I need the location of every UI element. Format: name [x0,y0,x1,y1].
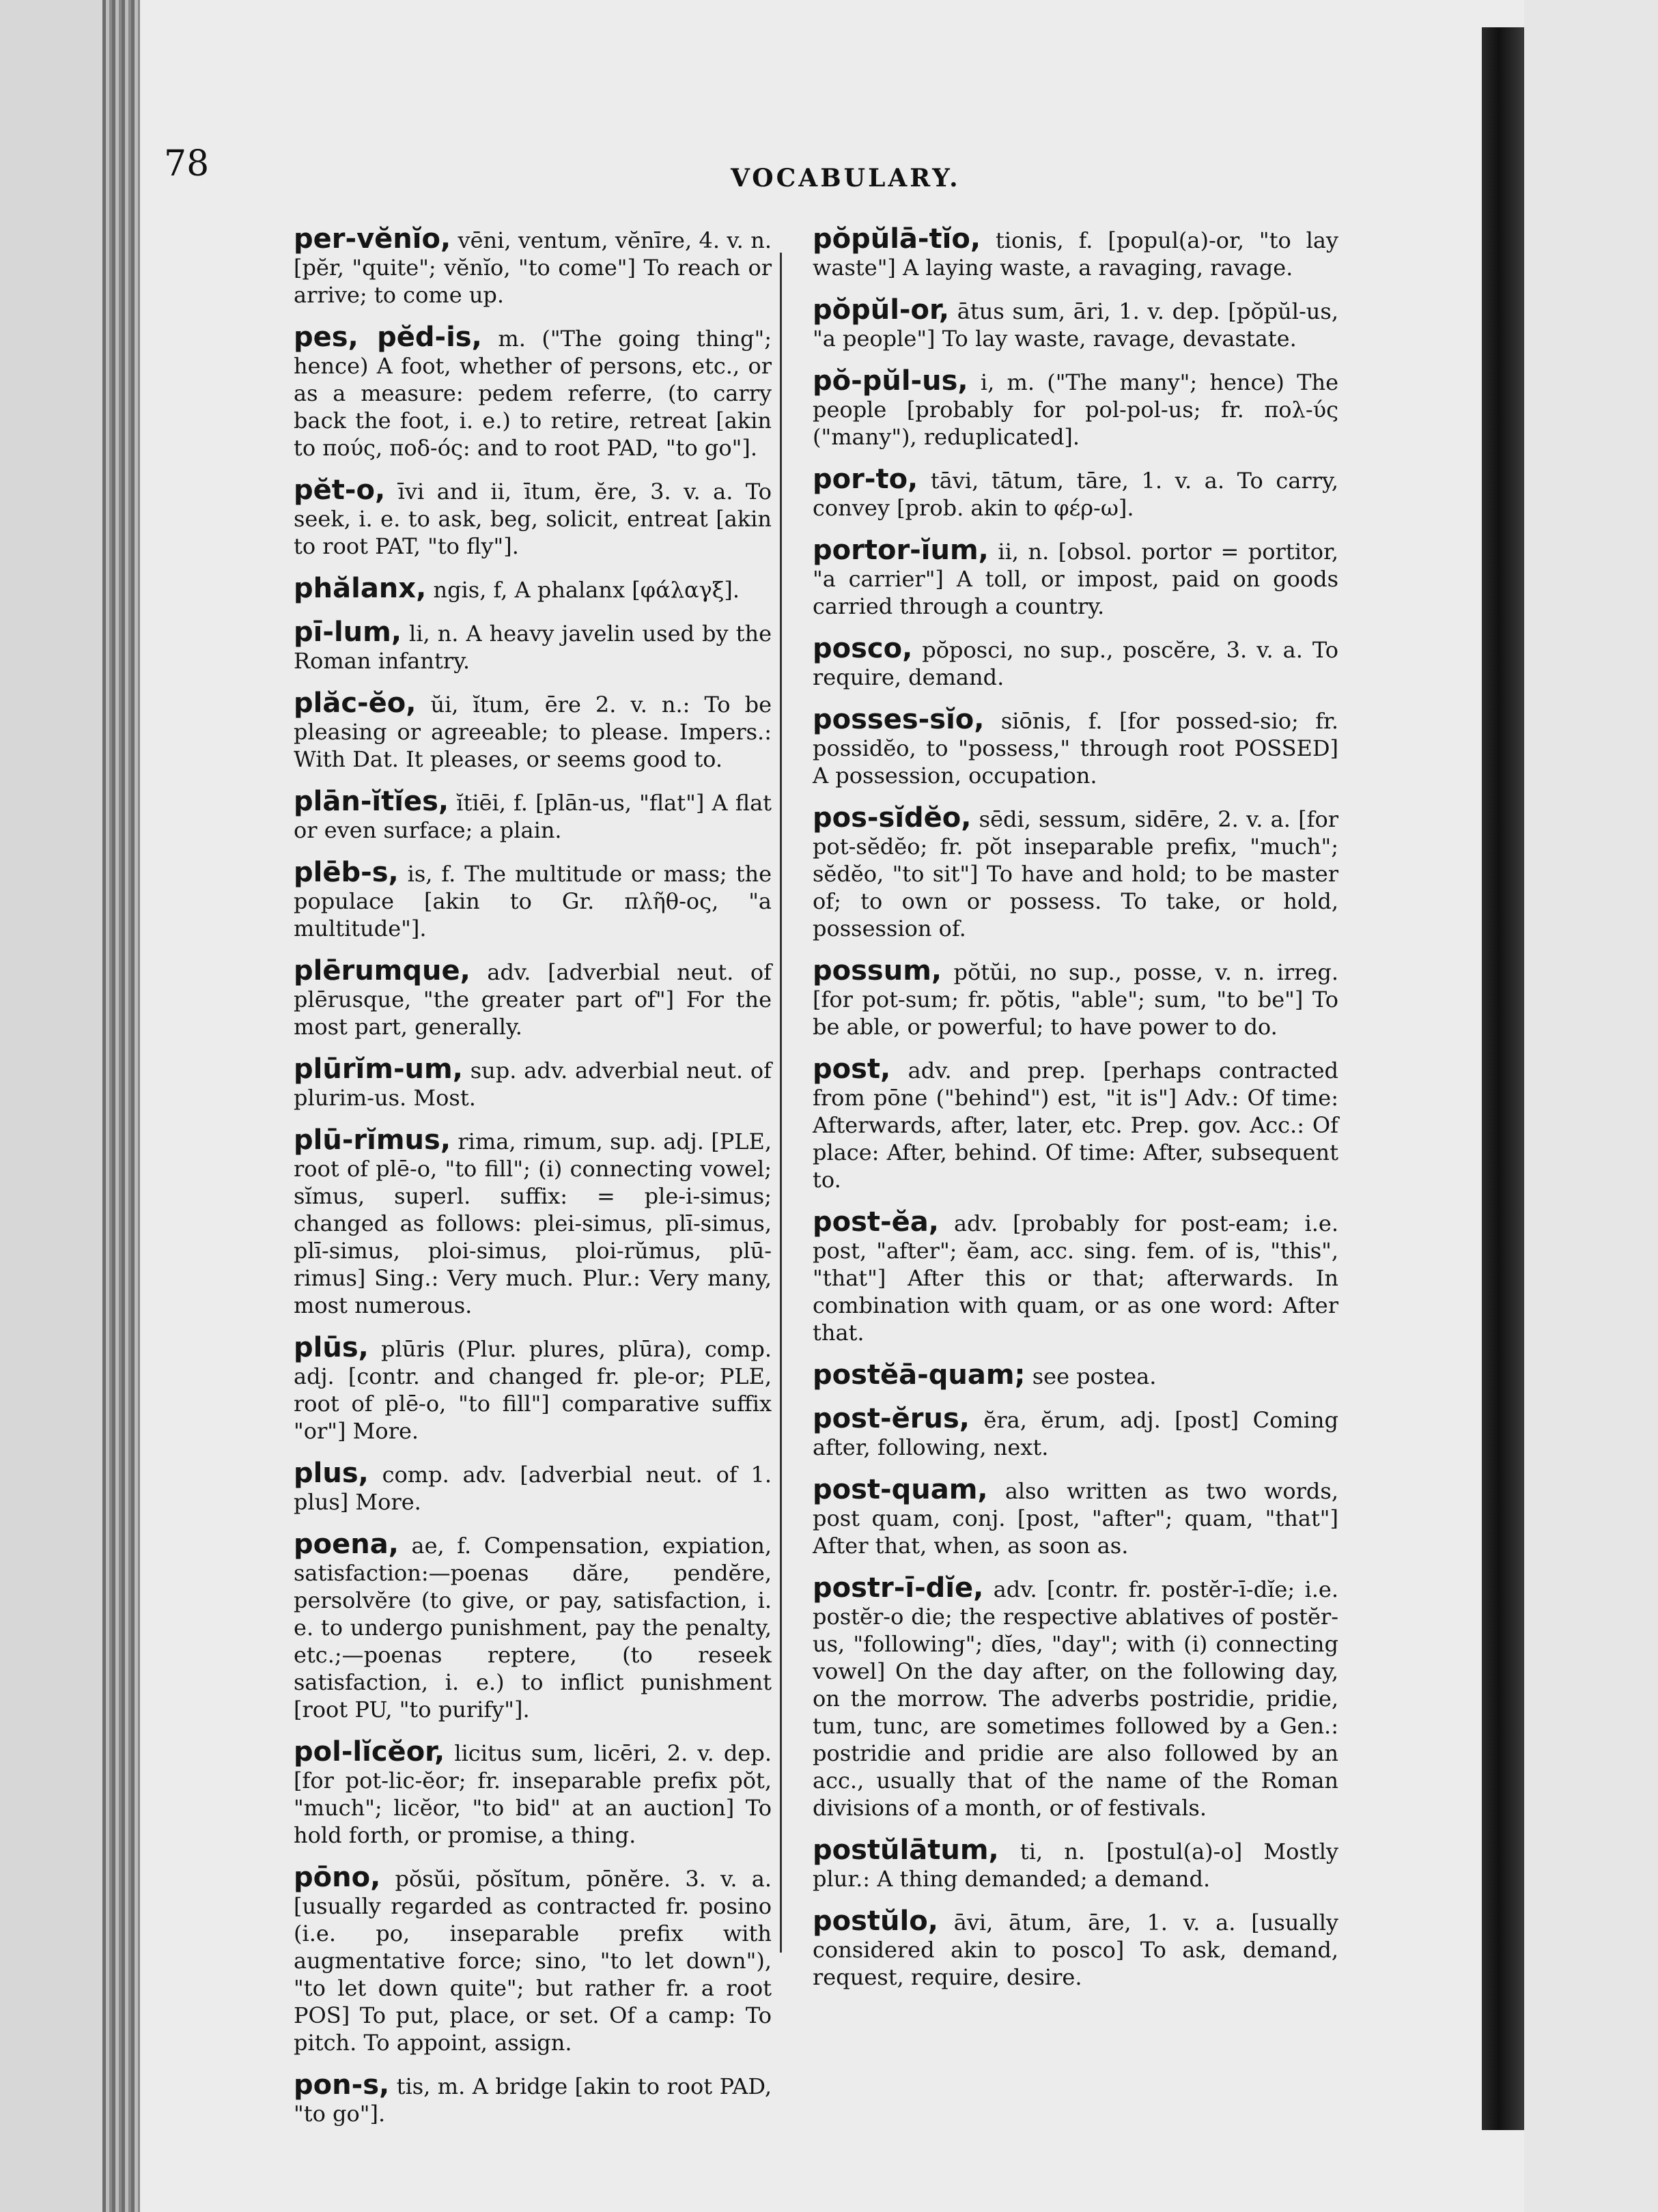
dictionary-entry [294,2071,772,2127]
dictionary-entry [813,1055,1338,1193]
column-rule [780,253,782,1953]
entry-definition: ĕra, ĕrum, adj. [post] Coming after, following, next. [813,1407,1338,1460]
entry-definition: ae, f. Compensation, expiation, satisfaction:—poenas dăre, pendĕre, persolvĕre (to give, or pay, satisfaction, i. e. to undergo punishment, pay the penalty, etc.;—poenas reptere, (to reseek satisfaction, i. e.) to inflict punishment [root PU, "to purify"]. [294,1533,772,1722]
entry-headword: post-ĕa, [813,1206,939,1238]
entry-headword: possum, [813,955,942,987]
entry-headword: posses-sĭo, [813,704,985,735]
dictionary-entry [294,1531,772,1723]
entry-headword: pī-lum, [294,616,402,648]
entry-definition: adv. and prep. [perhaps contracted from pōne ("behind") est, "it is"] Adv.: Of time: Afterwards, after, later, etc. Prep. gov. Acc.: Of place: After, behind. Of time: After, subsequent to. [813,1058,1338,1193]
dictionary-entry [294,1055,772,1111]
entry-headword: postr-ī-dĭe, [813,1572,984,1604]
entry-definition: also written as two words, post quam, conj. [post, "after"; quam, "that"] After that, when, as soon as. [813,1478,1338,1559]
running-head: VOCABULARY. [731,164,961,193]
entry-definition: ĭtiēi, f. [plān-us, "flat"] A flat or even surface; a plain. [294,790,772,843]
entry-definition: pŏsŭi, pŏsĭtum, pōnĕre. 3. v. a. [usually regarded as contracted fr. posino (i.e. po, inseparable prefix with augmentative force; sino, "to let down"), "to let down quite"; but rather fr. a root POS] To put, place, or set. Of a camp: To pitch. To appoint, assign. [294,1866,772,2056]
entry-headword: pŏpŭlā-tĭo, [813,223,981,255]
dictionary-entry [294,1460,772,1516]
dictionary-entry [294,859,772,942]
dictionary-entry [813,635,1338,691]
entry-definition: comp. adv. [adverbial neut. of 1. plus] More. [294,1462,772,1515]
dictionary-entry [294,1864,772,2056]
book-gutter [1482,27,1524,2130]
entry-definition: sup. adv. adverbial neut. of plurim-us. Most. [294,1058,772,1111]
entry-definition: tionis, f. [popul(a)-or, "to lay waste"] A laying waste, a ravaging, ravage. [813,227,1338,281]
entry-headword: post-quam, [813,1474,988,1505]
dictionary-entry [813,804,1338,942]
dictionary-entry [294,324,772,462]
entry-headword: plērumque, [294,955,470,987]
entry-definition: tāvi, tātum, tāre, 1. v. a. To carry, convey [prob. akin to φέρ-ω]. [813,468,1338,521]
entry-definition: sēdi, sessum, sidēre, 2. v. a. [for pot-sĕdĕo; fr. pŏt inseparable prefix, "much"; sĕdĕo, "to sit"] To have and hold; to be master of; to own or possess. To take, or hold, possession of. [813,806,1338,941]
dictionary-entry [813,1405,1338,1461]
dictionary-entry [294,575,772,604]
entry-headword: plūrĭm-um, [294,1053,463,1085]
dictionary-entry [294,474,772,560]
dictionary-entry [813,225,1338,281]
dictionary-entry [294,788,772,844]
entry-headword: por-to, [813,464,918,495]
entry-headword: post-ĕrus, [813,1403,970,1434]
entry-definition: āvi, ātum, āre, 1. v. a. [usually considered akin to posco] To ask, demand, request, require, desire. [813,1910,1338,1990]
dictionary-entry [813,1574,1338,1821]
entry-headword: plus, [294,1458,369,1489]
dictionary-entry [813,537,1338,620]
page-number: 78 [164,143,210,184]
entry-headword: pos-sĭdĕo, [813,802,972,834]
dictionary-entry [813,466,1338,522]
dictionary-entry [294,957,772,1040]
entry-definition: see postea. [1025,1363,1157,1389]
entry-definition: tis, m. A bridge [akin to root PAD, "to go"]. [294,2073,772,2127]
dictionary-entry [294,616,772,675]
entry-definition: is, f. The multitude or mass; the populace [akin to Gr. πλῆθ-ος, "a multitude"]. [294,861,772,941]
entry-definition: ti, n. [postul(a)-o] Mostly plur.: A thing demanded; a demand. [813,1839,1338,1892]
book-page-edges [102,0,142,2212]
dictionary-entry [813,1208,1338,1346]
entry-headword: plūs, [294,1332,369,1363]
dictionary-entry [813,957,1338,1040]
entry-definition: li, n. A heavy javelin used by the Roman infantry. [294,621,772,674]
entry-headword: plēb-s, [294,857,399,888]
entry-headword: postŭlo, [813,1905,938,1937]
entry-headword: posco, [813,633,913,664]
entry-definition: ŭi, ĭtum, ēre 2. v. n.: To be pleasing or agreeable; to please. Impers.: With Dat. It pleases, or seems good to. [294,692,772,772]
entry-headword: pes, pĕd-is, [294,322,482,353]
entry-definition: pŏposci, no sup., poscĕre, 3. v. a. To require, demand. [813,637,1338,690]
dictionary-entry [813,296,1338,352]
entry-headword: postŭlātum, [813,1834,999,1866]
entry-definition: vēni, ventum, vĕnīre, 4. v. n. [pĕr, "quite"; vĕnĭo, "to come"] To reach or arrive; to come up. [294,227,772,308]
entry-definition: ngis, f, A phalanx [φάλαγξ]. [426,577,740,603]
dictionary-entry [813,367,1338,451]
entry-definition: adv. [contr. fr. postĕr-ī-dĭe; i.e. postĕr-o die; the respective ablatives of postĕr-us, "following"; dĭes, "day"; with (i) connecting vowel] On the day after, on the following day, on the morrow. The adverbs postridie, pridie, tum, tunc, are sometimes followed by a Gen.: postridie and pridie are also followed by an acc., usually that of the name of the Roman divisions of a month, or of festivals. [813,1576,1338,1821]
dictionary-entry [813,706,1338,789]
entry-headword: per-vĕnĭo, [294,223,451,255]
entry-headword: post, [813,1053,891,1085]
entry-definition: i, m. ("The many"; hence) The people [probably for pol-pol-us; fr. πολ-ύς ("many"), reduplicated]. [813,369,1338,450]
dictionary-entry [813,1834,1338,1892]
dictionary-entry [294,1738,772,1849]
entry-definition: pŏtŭi, no sup., posse, v. n. irreg. [for pot-sum; fr. pŏtis, "able"; sum, "to be"] To be able, or powerful; to have power to do. [813,959,1338,1040]
entry-headword: portor-ĭum, [813,535,989,566]
entry-definition: īvi and ii, ītum, ĕre, 3. v. a. To seek, i. e. to ask, beg, solicit, entreat [akin to root PAT, "to fly"]. [294,479,772,559]
entry-headword: pol-lĭcĕor, [294,1736,445,1768]
entry-definition: adv. [adverbial neut. of plērusque, "the greater part of"] For the most part, generally. [294,959,772,1040]
entry-headword: plān-ĭtĭes, [294,786,449,817]
scan-left-edge [0,0,115,2212]
entry-headword: pōno, [294,1862,381,1893]
right-column [813,225,1338,2006]
entry-headword: phălanx, [294,573,427,604]
dictionary-entry [813,1361,1338,1390]
entry-definition: siōnis, f. [for possed-sio; fr. possidĕo, to "possess," through root POSSED] A possession, occupation. [813,708,1338,789]
entry-headword: pŏpŭl-or, [813,294,950,326]
entry-headword: plū-rĭmus, [294,1124,451,1156]
entry-headword: plăc-ĕo, [294,687,417,719]
facing-page [1524,0,1658,2212]
entry-definition: ii, n. [obsol. portor = portitor, "a carrier"] A toll, or impost, paid on goods carried through a country. [813,539,1338,619]
entry-headword: pŏ-pŭl-us, [813,365,968,397]
dictionary-entry [813,1905,1338,1991]
entry-headword: pon-s, [294,2069,390,2101]
entry-definition: rima, rimum, sup. adj. [PLE, root of plē-o, "to fill"; (i) connecting vowel; sĭmus, superl. suffix: = ple-i-simus; changed as follows: plei-simus, plī-simus, plī-simus, ploi-simus, ploi-rŭmus, plū-rimus] Sing.: Very much. Plur.: Very many, most numerous. [294,1129,772,1318]
entry-definition: plūris (Plur. plures, plūra), comp. adj. [contr. and changed fr. ple-or; PLE, root of plē-o, "to fill"] comparative suffix "or"] More. [294,1336,772,1444]
entry-definition: ātus sum, āri, 1. v. dep. [pŏpŭl-us, "a people"] To lay waste, ravage, devastate. [813,298,1338,352]
entry-definition: licitus sum, licēri, 2. v. dep. [for pot-lic-ĕor; fr. inseparable prefix pŏt, "much"; licĕor, "to bid" at an auction] To hold forth, or promise, a thing. [294,1740,772,1848]
entry-definition: m. ("The going thing"; hence) A foot, whether of persons, etc., or as a measure: pedem referre, (to carry back the foot, i. e.) to retire, retreat [akin to πούς, ποδ-ός: and to root PAD, "to go"]. [294,326,772,461]
entry-headword: postĕā-quam; [813,1359,1026,1391]
entry-headword: pĕt-o, [294,474,386,506]
dictionary-entry [294,687,772,773]
dictionary-entry [294,225,772,309]
left-column [294,225,772,2142]
dictionary-entry [813,1476,1338,1559]
dictionary-entry [294,1126,772,1319]
entry-headword: poena, [294,1529,399,1560]
dictionary-entry [294,1334,772,1445]
entry-definition: adv. [probably for post-eam; i.e. post, "after"; ĕam, acc. sing. fem. of is, "this", "that"] After this or that; afterwards. In combination with quam, or as one word: After that. [813,1210,1338,1346]
